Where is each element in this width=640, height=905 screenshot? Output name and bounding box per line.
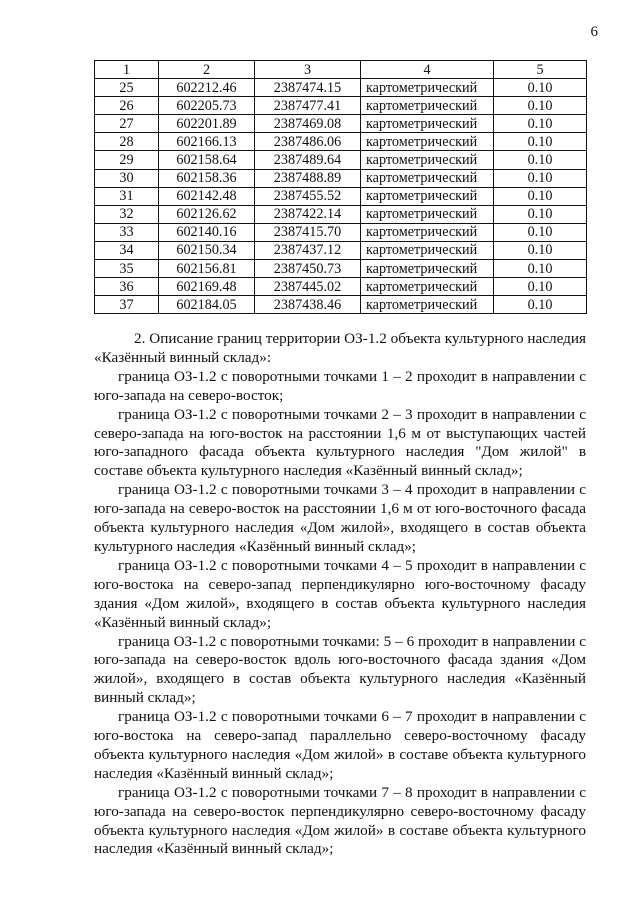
- table-cell: картометрический: [361, 151, 494, 169]
- table-cell: 0.10: [494, 97, 587, 115]
- table-cell: 33: [95, 223, 159, 241]
- paragraph: граница ОЗ-1.2 с поворотными точками 4 – 5 проходит в направлении с юго-востока на северо-запад перпендикулярно юго-восточному фасаду здания «Дом жилой», входящего в состав объекта культурного наследия «Казённый винный склад»;: [94, 556, 586, 631]
- table-row: [95, 260, 587, 278]
- paragraph: граница ОЗ-1.2 с поворотными точками 3 – 4 проходит в направлении с юго-запада на северо-восток на расстоянии 1,6 м от юго-восточного фасада объекта культурного наследия «Дом жилой», входящего в состав объекта культурного наследия «Казённый винный склад»;: [94, 481, 586, 555]
- table-cell: картометрический: [361, 115, 494, 133]
- table-cell: 0.10: [494, 115, 587, 133]
- table-cell: 0.10: [494, 79, 587, 97]
- table-cell: 2387438.46: [255, 296, 361, 314]
- table-cell: 35: [95, 260, 159, 278]
- table-cell: 602156.81: [159, 260, 255, 278]
- table-cell: 2387437.12: [255, 241, 361, 259]
- table-cell: 2387486.06: [255, 133, 361, 151]
- table-cell: 29: [95, 151, 159, 169]
- table-cell: 2387489.64: [255, 151, 361, 169]
- table-cell: картометрический: [361, 187, 494, 205]
- table-cell: 602158.64: [159, 151, 255, 169]
- header-cell: 4: [361, 61, 494, 79]
- table-cell: картометрический: [361, 260, 494, 278]
- table-cell: 0.10: [494, 260, 587, 278]
- document-text: [94, 330, 586, 859]
- table-cell: 2387445.02: [255, 278, 361, 296]
- paragraph: граница ОЗ-1.2 с поворотными точками 2 – 3 проходит в направлении с северо-запада на юго-восток на расстоянии 1,6 м от выступающих частей юго-западного фасада объекта культурного наследия "Дом жилой" в составе объекта культурного наследия «Казённый винный склад»;: [94, 405, 586, 480]
- table-cell: 30: [95, 169, 159, 187]
- table-row: [95, 296, 587, 314]
- table-cell: картометрический: [361, 97, 494, 115]
- table-row: [95, 115, 587, 133]
- table-cell: картометрический: [361, 79, 494, 97]
- table-cell: 602158.36: [159, 169, 255, 187]
- table-cell: 31: [95, 187, 159, 205]
- table-cell: 0.10: [494, 278, 587, 296]
- table-cell: 2387488.89: [255, 169, 361, 187]
- header-cell: 3: [255, 61, 361, 79]
- page-number: 6: [590, 24, 598, 40]
- table-cell: картометрический: [361, 278, 494, 296]
- table-cell: картометрический: [361, 241, 494, 259]
- table-row: [95, 223, 587, 241]
- table-cell: 2387415.70: [255, 223, 361, 241]
- paragraph: граница ОЗ-1.2 с поворотными точками: 5 – 6 проходит в направлении с юго-запада на северо-восток вдоль юго-восточного фасада здания «Дом жилой», входящего в состав объекта культурного наследия «Казённый винный склад»;: [94, 632, 586, 707]
- table-cell: 0.10: [494, 169, 587, 187]
- table-cell: картометрический: [361, 205, 494, 223]
- table-cell: 602126.62: [159, 205, 255, 223]
- paragraph: граница ОЗ-1.2 с поворотными точками 1 – 2 проходит в направлении с юго-запада на северо-восток;: [94, 367, 586, 404]
- table-cell: 0.10: [494, 241, 587, 259]
- paragraph: граница ОЗ-1.2 с поворотными точками 7 – 8 проходит в направлении с юго-запада на северо-восток перпендикулярно северо-восточному фасаду объекта культурного наследия «Дом жилой» в составе объекта культурного наследия «Казённый винный склад»;: [94, 783, 586, 858]
- table-cell: 602184.05: [159, 296, 255, 314]
- table-row: [95, 151, 587, 169]
- table-cell: картометрический: [361, 296, 494, 314]
- coordinates-table: [94, 60, 587, 314]
- table-cell: картометрический: [361, 133, 494, 151]
- table-cell: 2387450.73: [255, 260, 361, 278]
- table-row: [95, 97, 587, 115]
- table-cell: 28: [95, 133, 159, 151]
- table-cell: 0.10: [494, 151, 587, 169]
- paragraph: граница ОЗ-1.2 с поворотными точками 6 – 7 проходит в направлении с юго-востока на северо-запад параллельно северо-восточному фасаду объекта культурного наследия «Дом жилой» в составе объекта культурного наследия «Казённый винный склад»;: [94, 708, 586, 782]
- table-cell: 2387477.41: [255, 97, 361, 115]
- table-cell: картометрический: [361, 169, 494, 187]
- table-cell: 2387474.15: [255, 79, 361, 97]
- paragraph: 2. Описание границ территории ОЗ-1.2 объекта культурного наследия «Казённый винный склад»:: [94, 330, 586, 366]
- table-cell: 32: [95, 205, 159, 223]
- table-cell: 602140.16: [159, 223, 255, 241]
- table-cell: 0.10: [494, 205, 587, 223]
- table-cell: 602205.73: [159, 97, 255, 115]
- table-cell: картометрический: [361, 223, 494, 241]
- table-cell: 602201.89: [159, 115, 255, 133]
- table-cell: 37: [95, 296, 159, 314]
- table-row: [95, 169, 587, 187]
- table-cell: 0.10: [494, 187, 587, 205]
- table-cell: 602166.13: [159, 133, 255, 151]
- table-row: [95, 278, 587, 296]
- table-cell: 34: [95, 241, 159, 259]
- header-cell: 2: [159, 61, 255, 79]
- table-cell: 0.10: [494, 133, 587, 151]
- header-cell: 1: [95, 61, 159, 79]
- table-cell: 2387469.08: [255, 115, 361, 133]
- table-row: [95, 205, 587, 223]
- table-cell: 602212.46: [159, 79, 255, 97]
- table-cell: 2387422.14: [255, 205, 361, 223]
- table-cell: 27: [95, 115, 159, 133]
- table-cell: 0.10: [494, 296, 587, 314]
- table-cell: 26: [95, 97, 159, 115]
- table-cell: 602150.34: [159, 241, 255, 259]
- table-cell: 602169.48: [159, 278, 255, 296]
- table-header-row: [95, 61, 587, 79]
- table-cell: 36: [95, 278, 159, 296]
- table-row: [95, 79, 587, 97]
- table-cell: 25: [95, 79, 159, 97]
- header-cell: 5: [494, 61, 587, 79]
- table-row: [95, 241, 587, 259]
- table-row: [95, 187, 587, 205]
- table-cell: 2387455.52: [255, 187, 361, 205]
- table-cell: 602142.48: [159, 187, 255, 205]
- table-row: [95, 133, 587, 151]
- table-cell: 0.10: [494, 223, 587, 241]
